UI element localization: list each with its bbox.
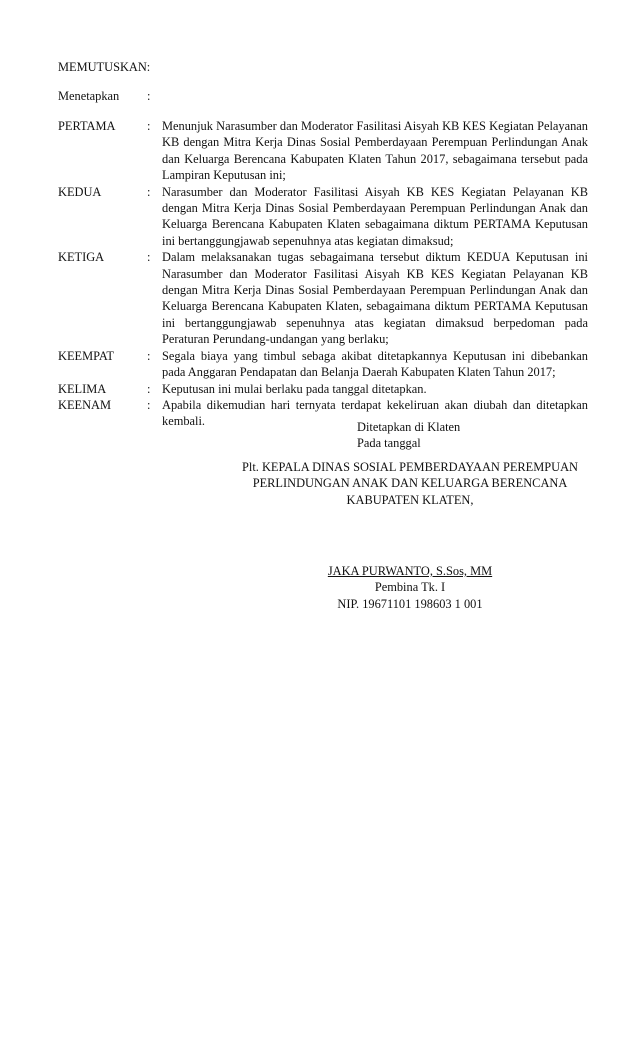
clause-kedua xyxy=(58,184,588,250)
signer-name: JAKA PURWANTO, S.Sos, MM xyxy=(327,564,493,578)
clause-pertama xyxy=(58,118,588,184)
official-title-line-1: Plt. KEPALA DINAS SOSIAL PEMBERDAYAAN PEREMPUAN xyxy=(242,460,578,474)
clause-label: KEENAM xyxy=(58,397,111,412)
official-title-line-3: KABUPATEN KLATEN, xyxy=(346,492,474,507)
clause-text: Segala biaya yang timbul sebaga akibat ditetapkannya Keputusan ini dibebankan pada Anggaran Pendapatan dan Belanja Daerah Kabupaten Klaten Tahun 2017; xyxy=(162,348,588,380)
date-line: Pada tanggal xyxy=(357,436,421,451)
official-title-block xyxy=(205,459,615,508)
place-date-block xyxy=(357,419,460,452)
decree-clauses xyxy=(58,118,588,430)
clause-keempat xyxy=(58,348,588,381)
signer-block xyxy=(310,563,510,612)
clause-label: KEEMPAT xyxy=(58,348,114,363)
clause-label: KETIGA xyxy=(58,250,105,265)
clause-text: Keputusan ini mulai berlaku pada tanggal ditetapkan. xyxy=(162,381,427,396)
clause-label: KELIMA xyxy=(58,381,107,396)
clause-colon: : xyxy=(147,184,151,199)
clause-keenam xyxy=(58,397,588,430)
clause-text: Menunjuk Narasumber dan Moderator Fasilitasi Aisyah KB KES Kegiatan Pelayanan KB dengan Mitra Kerja Dinas Sosial Pemberdayaan Perempuan Perlindungan Anak dan Keluarga Berencana Kabupaten Klaten Tahun 2017, sebagaimana tersebut pada Lampiran Keputusan ini; xyxy=(162,119,588,183)
place-line: Ditetapkan di Klaten xyxy=(357,420,461,434)
clause-label: PERTAMA xyxy=(58,119,116,133)
clause-label: KEDUA xyxy=(58,184,102,199)
clause-colon: : xyxy=(147,397,151,412)
clause-ketiga xyxy=(58,249,588,347)
clause-text: Dalam melaksanakan tugas sebagaimana tersebut diktum KEDUA Keputusan ini Narasumber dan Moderator Fasilitasi Aisyah KB KES Kegiatan Pelayanan KB dengan Mitra Kerja Dinas Sosial Pemberdayaan Perempuan Perlindungan Anak dan Keluarga Berencana Kabupaten Klaten, sebagaimana diktum PERTAMA Keputusan ini bertanggungjawab sepenuhnya atas kegiatan dimaksud berpedoman pada Peraturan Perundang-undangan yang berlaku; xyxy=(162,250,588,347)
clause-colon: : xyxy=(147,381,151,396)
clause-colon: : xyxy=(147,119,151,133)
clause-colon: : xyxy=(147,348,151,363)
official-title-line-2: PERLINDUNGAN ANAK DAN KELUARGA BERENCANA xyxy=(252,476,568,491)
menetapkan-colon: : xyxy=(147,89,151,103)
clause-kelima xyxy=(58,381,588,397)
signer-nip: NIP. 19671101 198603 1 001 xyxy=(337,596,483,611)
clause-text: Apabila dikemudian hari ternyata terdapat kekeliruan akan diubah dan ditetapkan kembali. xyxy=(162,397,588,429)
clause-colon: : xyxy=(147,250,151,265)
menetapkan-label: Menetapkan xyxy=(58,89,120,103)
clause-text: Narasumber dan Moderator Fasilitasi Aisyah KB KES Kegiatan Pelayanan KB dengan Mitra Kerja Dinas Sosial Pemberdayaan Perempuan Perlindungan Anak dan Keluarga Berencana Kabupaten Klaten sebagaimana diktum PERTAMA Keputusan ini bertanggungjawab sepenuhnya atas kegiatan dimaksud; xyxy=(162,184,588,248)
menetapkan-row xyxy=(58,88,588,105)
decree-heading: MEMUTUSKAN: xyxy=(58,60,151,74)
signer-rank: Pembina Tk. I xyxy=(374,580,446,595)
